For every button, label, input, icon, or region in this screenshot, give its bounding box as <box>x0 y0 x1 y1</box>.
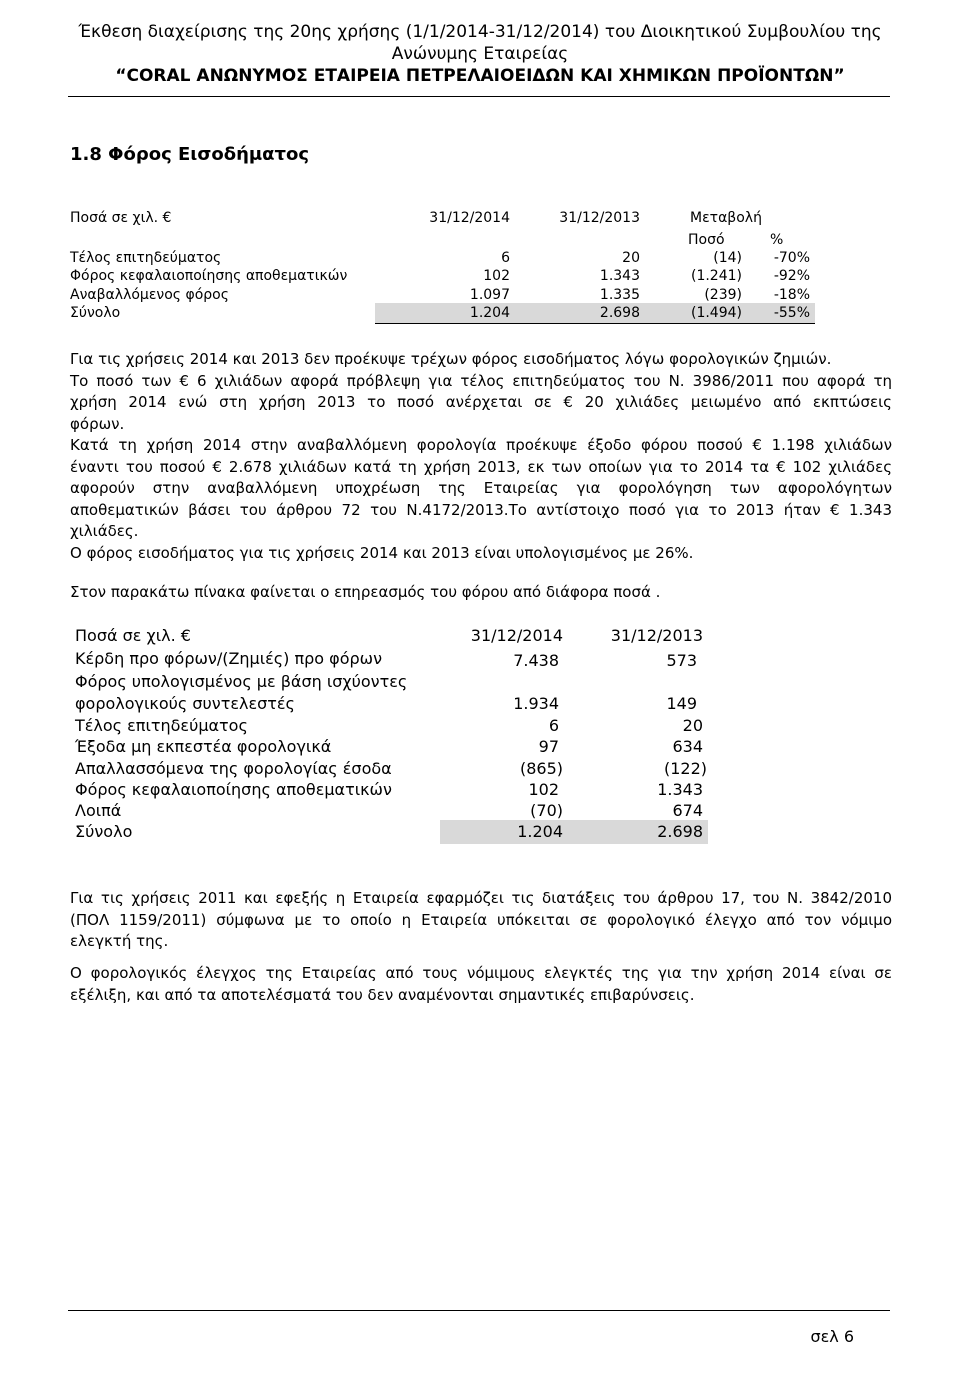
table1-col-2013: 31/12/2013 <box>559 210 640 226</box>
row-value-2014: 97 <box>538 737 559 756</box>
row-value-2013: 573 <box>666 651 697 670</box>
row-value-2014: 1.204 <box>517 822 563 841</box>
row-label: Τέλος επιτηδεύματος <box>75 716 248 735</box>
text-line: Στον παρακάτω πίνακα φαίνεται ο επηρεασμός του φόρου από διάφορα ποσά . <box>70 583 661 601</box>
text-line: Για τις χρήσεις 2014 και 2013 δεν προέκυψε τρέχων φόρος εισοδήματος λόγω φορολογικών ζημιών. <box>70 350 832 368</box>
row-change-amount: (239) <box>704 287 742 303</box>
row-value-2014: 1.934 <box>513 694 559 713</box>
row-value-2014: 7.438 <box>513 651 559 670</box>
text-line: φόρων. <box>70 414 125 433</box>
text-line: Ο φόρος εισοδήματος για τις χρήσεις 2014 και 2013 είναι υπολογισμένος με 26%. <box>70 543 694 562</box>
page-number: σελ 6 <box>810 1327 854 1346</box>
row-value-2013: 149 <box>666 694 697 713</box>
row-value-2013: 634 <box>672 737 703 756</box>
table1-caption: Ποσά σε χιλ. € <box>70 210 172 226</box>
row-label: Αναβαλλόμενος φόρος <box>70 287 229 303</box>
row-value-2013: 20 <box>682 716 703 735</box>
row-value-2014: 1.097 <box>469 287 510 303</box>
row-value-2013: 20 <box>622 250 640 266</box>
row-value-2013: 2.698 <box>599 305 640 321</box>
section-title: 1.8 Φόρος Εισοδήματος <box>70 144 310 165</box>
report-header-line2: Ανώνυμης Εταιρείας <box>391 44 569 64</box>
row-value-2013: 2.698 <box>657 822 703 841</box>
row-label: Λοιπά <box>75 801 122 820</box>
text-line: έναντι του ποσού € 2.678 χιλιάδων κατά τη χρήση 2013, εκ των οποίων για το 2014 τα € 102 χιλιάδες <box>70 457 892 476</box>
text-line: Κατά τη χρήση 2014 στην αναβαλλόμενη φορολογία προέκυψε έξοδο φόρου ποσού € 1.198 χιλιάδων <box>70 436 892 454</box>
row-change-amount: (14) <box>713 250 742 266</box>
row-change-pct: -92% <box>773 268 810 284</box>
row-change-amount: (1.241) <box>690 268 742 284</box>
text-line: χιλιάδες. <box>70 522 139 540</box>
row-value-2013: 674 <box>672 801 703 820</box>
report-header-line1: Έκθεση διαχείρισης της 20ης χρήσης (1/1/2014-31/12/2014) του Διοικητικού Συμβουλίου της <box>78 22 882 42</box>
row-value-2014: 102 <box>528 780 559 799</box>
text-line: χρήση 2014 ενώ στη χρήση 2013 το ποσό ανέρχεται σε € 20 χιλιάδες μειωμένο από εκπτώσεις <box>70 393 892 411</box>
text-line: Ο φορολογικός έλεγχος της Εταιρείας από τους νόμιμους ελεγκτές της για την χρήση 2014 είναι σε <box>70 964 892 982</box>
tax-audit-status-text <box>70 963 892 1006</box>
row-value-2014: 1.204 <box>469 305 510 321</box>
table1-col-amount: Ποσό <box>688 232 725 248</box>
table1-col-2014: 31/12/2014 <box>429 210 510 226</box>
row-value-2014: (70) <box>530 801 563 820</box>
row-label: Σύνολο <box>70 305 121 321</box>
row-change-pct: -55% <box>773 305 810 321</box>
row-value-2014: (865) <box>519 759 563 778</box>
text-line: εξέλιξη, και από τα αποτελέσματά του δεν αναμένονται σημαντικές επιβαρύνσεις. <box>70 985 695 1004</box>
footer-divider <box>68 1310 890 1311</box>
text-line: αφορούν στην αναβαλλόμενη υποχρέωση της Εταιρείας για φορολόγηση των αφορολόγητων <box>70 479 892 497</box>
text-line: αποθεματικών βάσει του άρθρου 72 του Ν.4172/2013.Το αντίστοιχο ποσό για το 2013 ήταν € 1.343 <box>70 500 892 519</box>
row-label: Φόρος υπολογισμένος με βάση ισχύοντες <box>75 672 408 691</box>
table1-total-rule <box>375 323 815 324</box>
row-change-pct: -70% <box>773 250 810 266</box>
header-divider <box>68 96 890 97</box>
report-header-company: “CORAL ΑΝΩΝΥΜΟΣ ΕΤΑΙΡΕΙΑ ΠΕΤΡΕΛΑΙΟΕΙΔΩΝ ΚΑΙ ΧΗΜΙΚΩΝ ΠΡΟΪΟΝΤΩΝ” <box>115 66 845 86</box>
text-line: Για τις χρήσεις 2011 και εφεξής η Εταιρεία εφαρμόζει τις διατάξεις του άρθρου 17, του Ν. 3842/2010 <box>70 889 892 907</box>
text-line: Το ποσό των € 6 χιλιάδων αφορά πρόβλεψη για τέλος επιτηδεύματος του Ν. 3986/2011 που αφορά τη <box>70 371 892 390</box>
row-label: Φόρος κεφαλαιοποίησης αποθεματικών <box>75 780 392 799</box>
table1-col-change: Μεταβολή <box>690 210 762 226</box>
row-value-2013: 1.343 <box>599 268 640 284</box>
table2-col-2013: 31/12/2013 <box>610 626 703 645</box>
table2-col-2014: 31/12/2014 <box>470 626 563 645</box>
text-line: ελεγκτή της. <box>70 932 169 950</box>
table2-caption: Ποσά σε χιλ. € <box>75 626 191 645</box>
row-value-2014: 102 <box>483 268 510 284</box>
row-change-pct: -18% <box>773 287 810 303</box>
row-label: Έξοδα μη εκπεστέα φορολογικά <box>75 737 332 756</box>
row-value-2013: (122) <box>663 759 707 778</box>
row-value-2014: 6 <box>548 716 559 735</box>
table1-col-pct: % <box>770 232 784 248</box>
row-value-2014: 6 <box>501 250 510 266</box>
table2-intro <box>70 582 892 604</box>
row-label: φορολογικούς συντελεστές <box>75 694 295 713</box>
row-value-2013: 1.335 <box>599 287 640 303</box>
row-label: Απαλλασσόμενα της φορολογίας έσοδα <box>75 759 392 778</box>
row-label: Κέρδη προ φόρων/(Ζημιές) προ φόρων <box>75 649 383 668</box>
row-label: Τέλος επιτηδεύματος <box>70 250 222 266</box>
row-value-2013: 1.343 <box>657 780 703 799</box>
row-change-amount: (1.494) <box>690 305 742 321</box>
tax-audit-text <box>70 888 892 953</box>
row-label: Σύνολο <box>75 822 133 841</box>
text-line: (ΠΟΛ 1159/2011) σύμφωνα με το οποίο η Εταιρεία υπόκειται σε φορολογικό έλεγχο από τον νόμιμο <box>70 910 892 929</box>
row-label: Φόρος κεφαλαιοποίησης αποθεματικών <box>70 268 348 284</box>
tax-explanation-text <box>70 349 892 564</box>
